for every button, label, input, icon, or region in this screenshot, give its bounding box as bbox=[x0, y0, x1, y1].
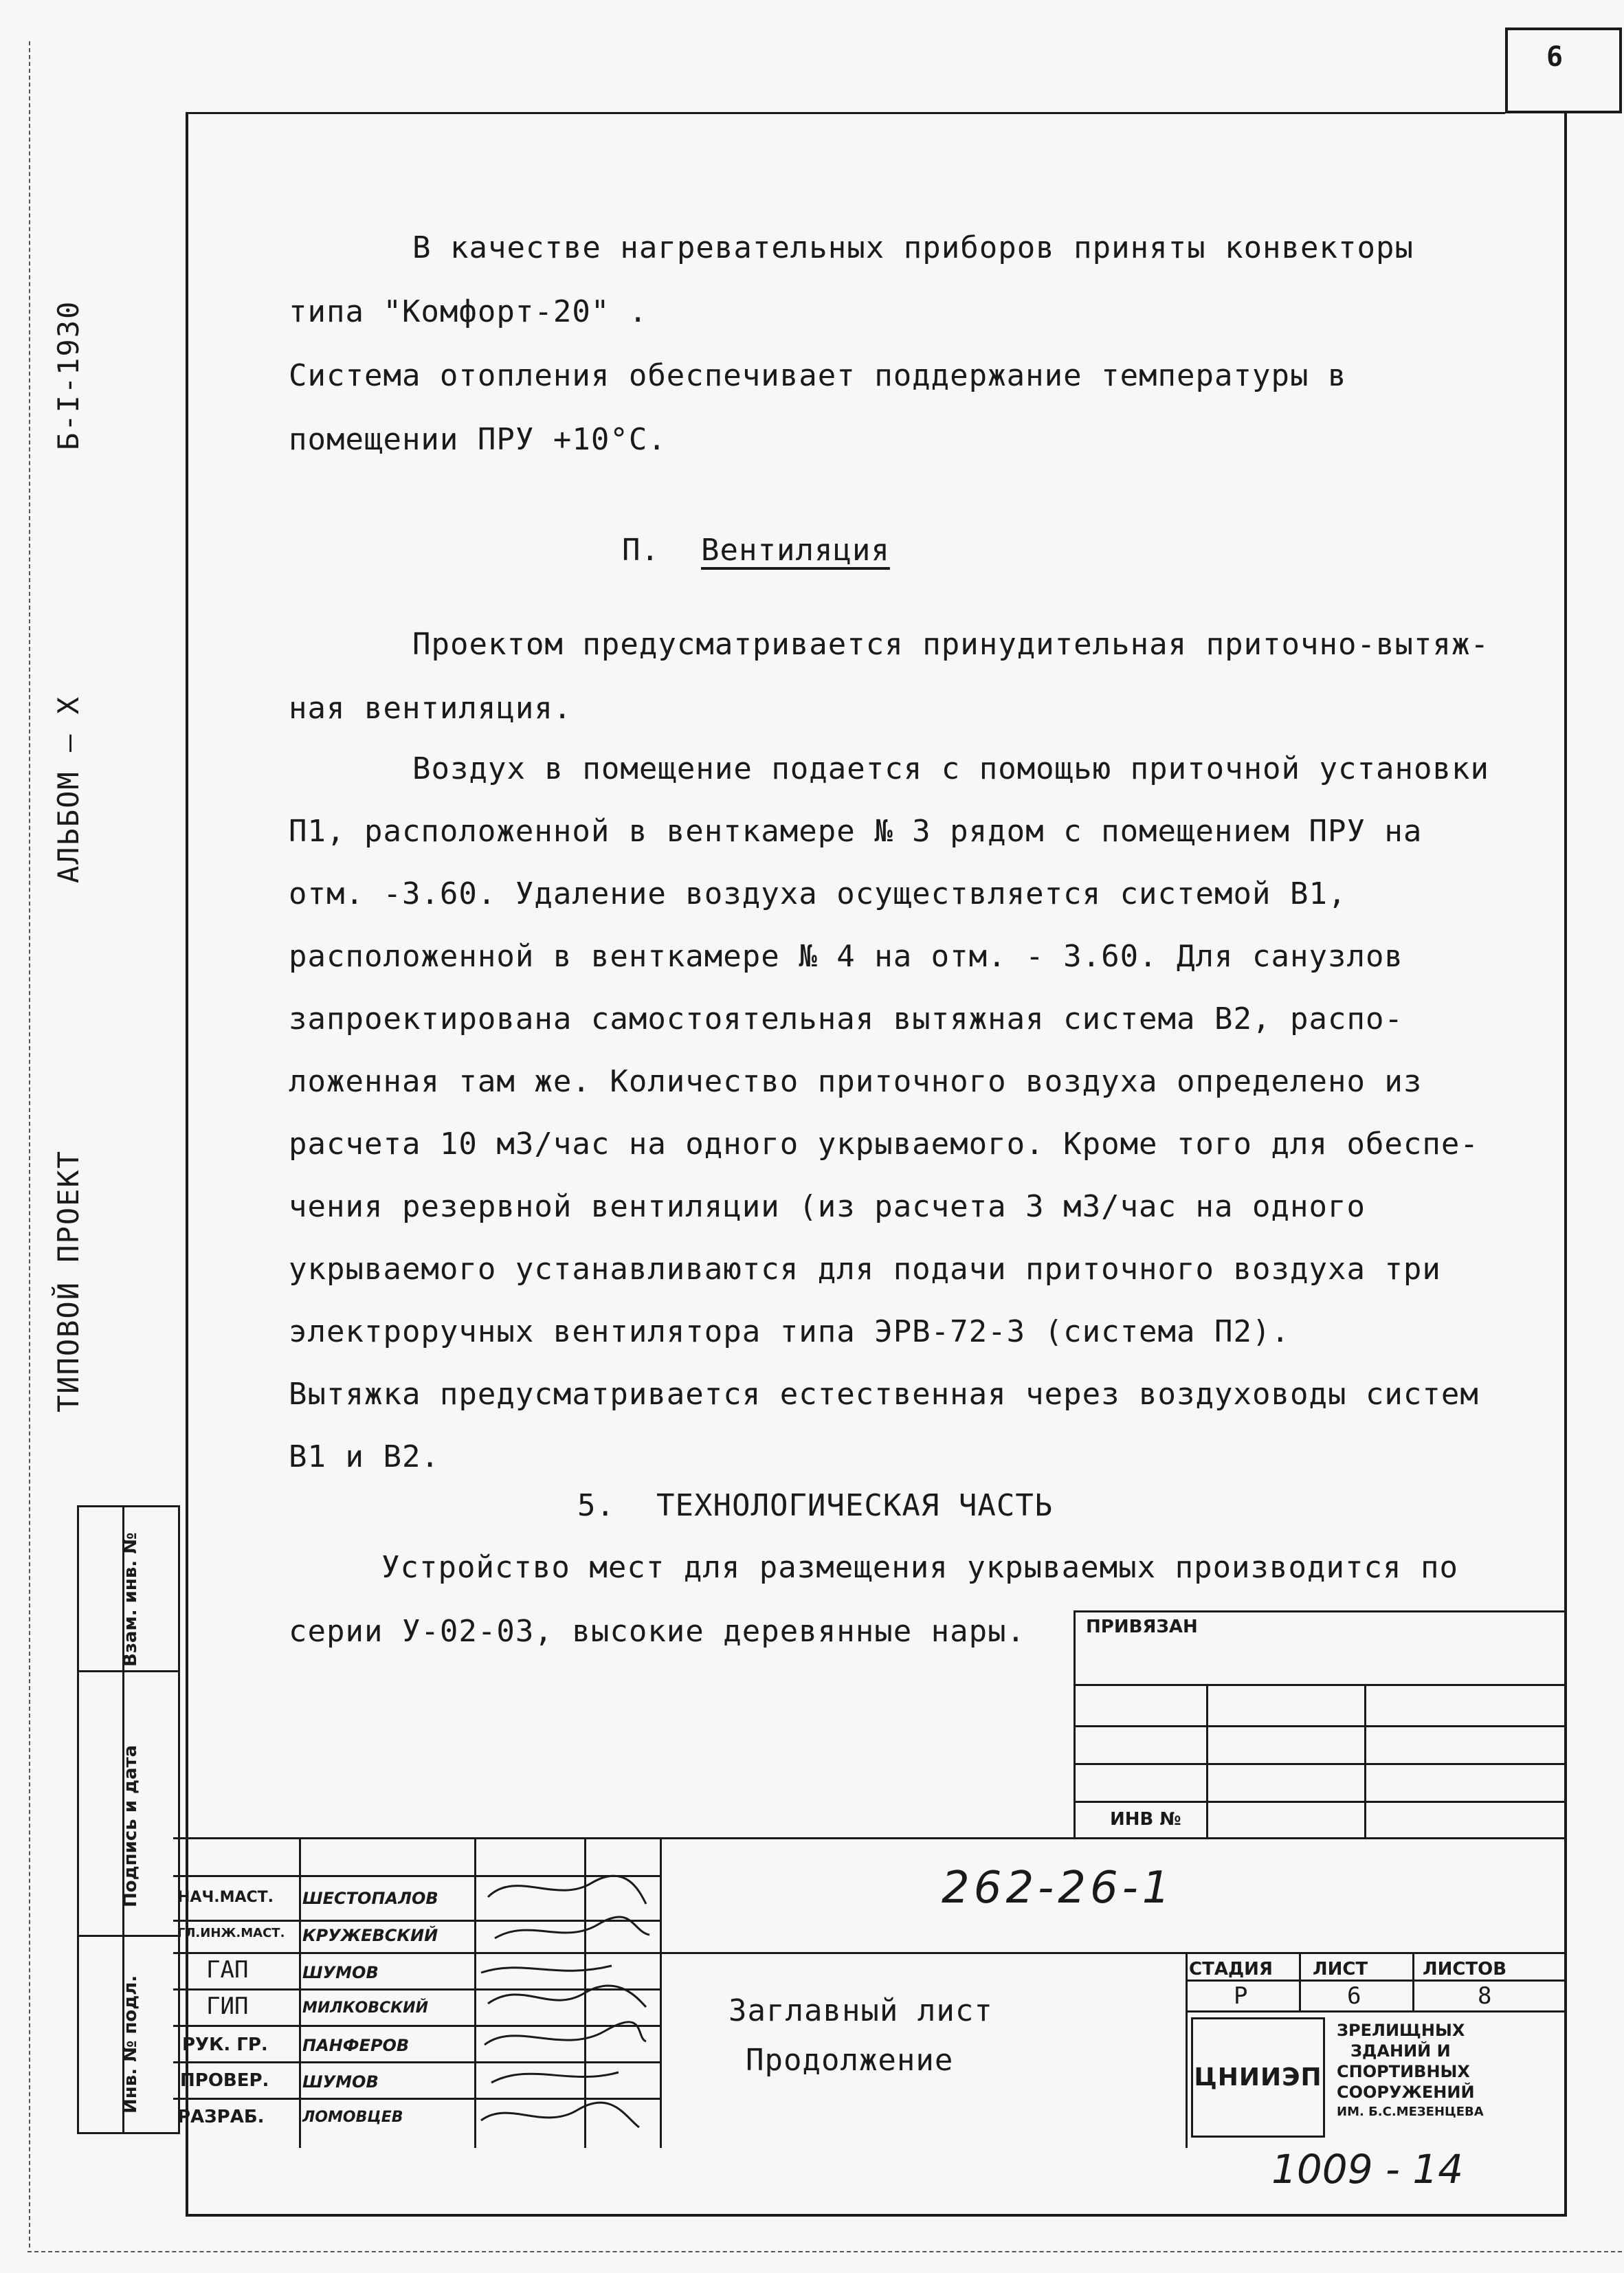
para4-line-1: Воздух в помещение подается с помощью приточной установки bbox=[412, 751, 1489, 786]
tb-name-1: ШЕСТОПАЛОВ bbox=[302, 1889, 438, 1908]
section2-title: Вентиляция bbox=[701, 533, 890, 568]
binding-col-2 bbox=[1364, 1684, 1366, 1837]
tb-sheets-value: 8 bbox=[1478, 1982, 1492, 2010]
margin-code: Б-I-1930 bbox=[52, 300, 85, 450]
tb-role-2: ГЛ.ИНЖ.МАСТ. bbox=[177, 1926, 285, 1940]
para3-line1: Проектом предусматривается принудительная приточно-вытяж- bbox=[412, 627, 1489, 662]
binding-row-4 bbox=[1074, 1801, 1567, 1803]
para4-line-7: расчета 10 м3/час на одного укрываемого. Кроме того для обеспе- bbox=[289, 1127, 1479, 1162]
margin-stamp-row-2 bbox=[77, 1935, 180, 1937]
tb-org-logo bbox=[1191, 2017, 1325, 2138]
tb-name-5: ПАНФЕРОВ bbox=[302, 2036, 410, 2055]
tb-org-line-1: ЗРЕЛИЩНЫХ bbox=[1337, 2021, 1465, 2040]
tb-role-5: РУК. ГР. bbox=[182, 2034, 268, 2055]
corner-number-box bbox=[1505, 27, 1622, 113]
para1-line1: В качестве нагревательных приборов приняты конвекторы bbox=[412, 230, 1414, 265]
binding-box bbox=[1074, 1610, 1567, 1837]
stamp-label-inv: Инв. № подл. bbox=[120, 1975, 141, 2114]
para4-line-11: Вытяжка предусматривается естественная через воздуховоды систем bbox=[289, 1377, 1479, 1412]
para5-line1: Устройство мест для размещения укрываемых производится по bbox=[381, 1550, 1458, 1585]
tb-org-line-5: ИМ. Б.С.МЕЗЕНЦЕВА bbox=[1337, 2105, 1484, 2119]
para4-line-10: электроручных вентилятора типа ЭРВ-72-3 (система П2). bbox=[289, 1314, 1290, 1349]
para1-line2: типа "Комфорт-20" . bbox=[289, 294, 648, 329]
tb-role-1: НАЧ.МАСТ. bbox=[177, 1889, 274, 1906]
tb-sheet-title-2: Продолжение bbox=[746, 2043, 954, 2078]
tb-org-line-3: СПОРТИВНЫХ bbox=[1337, 2062, 1470, 2081]
tb-sheet-value: 6 bbox=[1347, 1982, 1361, 2010]
para5-line2: серии У-02-03, высокие деревянные нары. bbox=[289, 1614, 1026, 1649]
page-corner-number: 6 bbox=[1546, 41, 1564, 73]
tb-role-7: РАЗРАБ. bbox=[177, 2107, 265, 2127]
stamp-label-replacement: Взам. инв. № bbox=[120, 1532, 141, 1667]
frame-top-line bbox=[186, 112, 1505, 114]
tb-org-logo-text: ЦНИИЭП bbox=[1194, 2063, 1322, 2092]
tb-stage-row-2 bbox=[1186, 2010, 1567, 2013]
tb-row-2 bbox=[173, 1952, 1567, 1954]
binding-row-1 bbox=[1074, 1684, 1567, 1686]
tb-org-line-2: ЗДАНИЙ И bbox=[1350, 2041, 1451, 2061]
signatures-drawing bbox=[474, 1856, 660, 2148]
tb-sheets-label: ЛИСТОВ bbox=[1423, 1959, 1507, 1980]
para4-line-2: П1, расположенной в венткамере № 3 рядом с помещением ПРУ на bbox=[289, 814, 1423, 849]
tb-stage-label: СТАДИЯ bbox=[1189, 1959, 1273, 1980]
margin-stamp-row-1 bbox=[77, 1670, 180, 1672]
tb-name-7: ЛОМОВЦЕВ bbox=[302, 2109, 403, 2126]
binding-title: ПРИВЯЗАН bbox=[1086, 1617, 1198, 1637]
tb-role-3: ГАП bbox=[206, 1956, 249, 1984]
tb-role-4: ГИП bbox=[206, 1993, 249, 2020]
section2-number: П. bbox=[622, 533, 660, 568]
tb-stage-value: Р bbox=[1234, 1982, 1248, 2010]
para4-line-6: ложенная там же. Количество приточного воздуха определено из bbox=[289, 1064, 1423, 1099]
tb-col-date-right bbox=[660, 1837, 662, 2148]
tb-doc-number: 262-26-1 bbox=[942, 1863, 1175, 1914]
page-bottom-edge bbox=[27, 2251, 1622, 2252]
binding-inv-label: ИНВ № bbox=[1110, 1809, 1181, 1830]
margin-album: АЛЬБОМ – X bbox=[52, 696, 85, 883]
para4-line-9: укрываемого устанавливаются для подачи приточного воздуха три bbox=[289, 1252, 1441, 1287]
tb-org-line-4: СООРУЖЕНИЙ bbox=[1337, 2083, 1475, 2102]
para4-line-4: расположенной в венткамере № 4 на отм. - 3.60. Для санузлов bbox=[289, 939, 1403, 974]
tb-name-2: КРУЖЕВСКИЙ bbox=[302, 1926, 438, 1945]
para2-line2: помещении ПРУ +10°С. bbox=[289, 422, 667, 457]
binding-row-2 bbox=[1074, 1725, 1567, 1727]
para4-line-8: чения резервной вентиляции (из расчета 3 м3/час на одного bbox=[289, 1189, 1366, 1224]
para4-line-12: В1 и В2. bbox=[289, 1439, 440, 1474]
tb-name-3: ШУМОВ bbox=[302, 1963, 379, 1982]
para3-line2: ная вентиляция. bbox=[289, 691, 572, 726]
page-left-edge bbox=[29, 41, 30, 2248]
tb-role-6: ПРОВЕР. bbox=[180, 2070, 269, 2091]
section5-title: ТЕХНОЛОГИЧЕСКАЯ ЧАСТЬ bbox=[656, 1488, 1054, 1523]
margin-project-type: ТИПОВОЙ ПРОЕКТ bbox=[52, 1149, 85, 1412]
para2-line1: Система отопления обеспечивает поддержание температуры в bbox=[289, 358, 1347, 393]
tb-name-4: МИЛКОВСКИЙ bbox=[302, 1999, 428, 2017]
para4-line-3: отм. -3.60. Удаление воздуха осуществляется системой В1, bbox=[289, 876, 1347, 911]
tb-sheet-label: ЛИСТ bbox=[1313, 1959, 1368, 1980]
tb-name-6: ШУМОВ bbox=[302, 2072, 379, 2092]
tb-archive-number: 1009 - 14 bbox=[1271, 2146, 1464, 2193]
binding-row-3 bbox=[1074, 1763, 1567, 1765]
tb-col-role-right bbox=[299, 1837, 301, 2148]
binding-col-1 bbox=[1206, 1684, 1208, 1837]
tb-sheet-title-1: Заглавный лист bbox=[728, 1993, 993, 2028]
para4-line-5: запроектирована самостоятельная вытяжная система В2, распо- bbox=[289, 1001, 1403, 1036]
stamp-label-signature: Подпись и дата bbox=[120, 1744, 141, 1907]
tb-stage-row-1 bbox=[1186, 1980, 1567, 1982]
section5-number: 5. bbox=[577, 1488, 615, 1523]
